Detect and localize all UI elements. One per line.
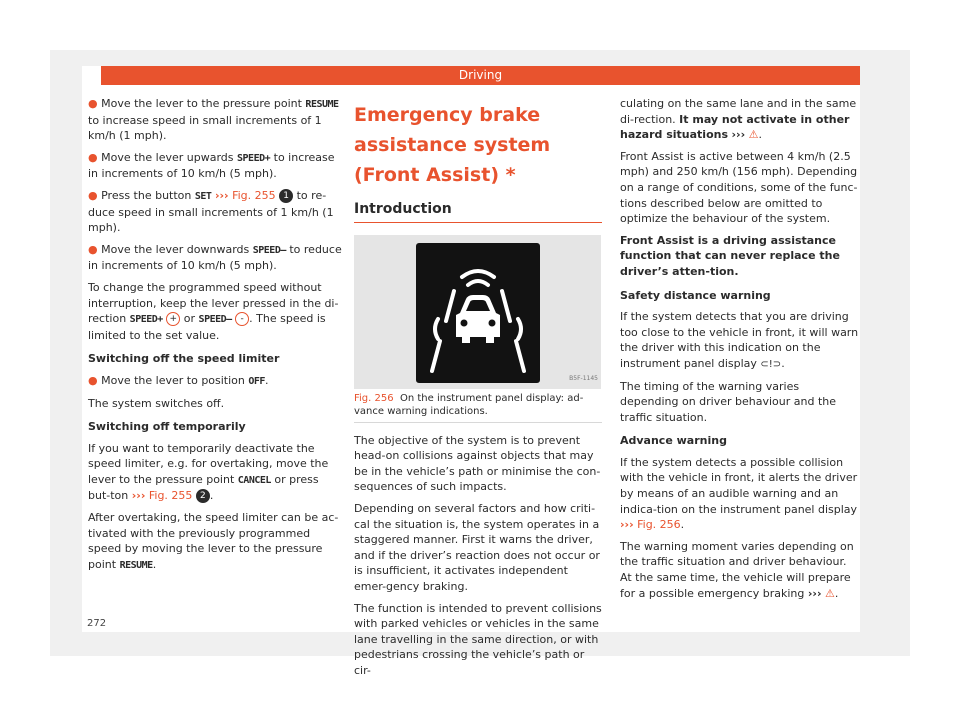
minus-icon: - — [235, 312, 249, 326]
plus-icon: + — [166, 312, 180, 326]
bullet-speed-minus: ● Move the lever downwards SPEED– to reduce in increments of 10 km/h (5 mph). — [88, 242, 342, 273]
page-number: 272 — [87, 618, 107, 629]
paragraph-advance-warning: If the system detects a possible collision with the vehicle in front, it alerts the driver by means of an audible warning and an indica-tion on the instrument panel display ››› Fig. 256. — [620, 455, 858, 532]
bullet-icon: ● — [88, 242, 98, 256]
heading-switching-off: Switching off the speed limiter — [88, 352, 280, 366]
figure-code: B5F-1145 — [569, 375, 598, 382]
distance-warning-icon: ⊂!⊃ — [760, 358, 782, 370]
bullet-set: ● Press the button SET ››› Fig. 255 1 to re-duce speed in small increments of 1 km/h (1 mph). — [88, 188, 334, 235]
figure-label: Fig. 256 — [354, 392, 394, 404]
paragraph-after-overtaking: After overtaking, the speed limiter can be ac-tivated with the previously programmed speed by moving the lever to the pressure point RESUME. — [88, 511, 339, 571]
front-assist-warning-icon — [416, 243, 540, 383]
subsection-title: Introduction — [354, 201, 452, 217]
instrument-display — [416, 243, 540, 383]
heading-safety-distance: Safety distance warning — [620, 288, 771, 302]
heading-temporarily: Switching off temporarily — [88, 420, 246, 434]
paragraph-objective: The objective of the system is to prevent head-on collisions against objects that may be in the vehicle’s path or minimise the con-sequences of such impacts. — [354, 433, 601, 494]
warning-icon: ⚠ — [824, 586, 835, 600]
column-left — [88, 96, 342, 579]
paragraph-continued: culating on the same lane and in the same di-rection. It may not activate in other hazard situations ››› ⚠. — [620, 97, 857, 142]
callout-2: 2 — [196, 489, 210, 503]
heading-advance-warning: Advance warning — [620, 434, 727, 448]
paragraph-change-speed: To change the programmed speed without interruption, keep the lever pressed in the di-rection SPEED+ + or SPEED– - . The speed is limited to the set value. — [88, 280, 339, 342]
fig-256-link[interactable]: Fig. 256 — [637, 518, 681, 532]
paragraph-safety-distance: If the system detects that you are driving too close to the vehicle in front, it will warn the driver with this indication on the instrument panel display ⊂!⊃. — [620, 310, 859, 370]
paragraph-active-range: Front Assist is active between 4 km/h (2.5 mph) and 250 km/h (156 mph). Depending on a range of conditions, some of the func-tions described below are omitted to optimize the behaviour of the system. — [620, 149, 858, 226]
bullet-icon: ● — [88, 188, 98, 202]
callout-1: 1 — [279, 189, 293, 203]
bullet-speed-plus: ● Move the lever upwards SPEED+ to increase in increments of 10 km/h (5 mph). — [88, 150, 335, 181]
paragraph-function: The function is intended to prevent collisions with parked vehicles or vehicles in the same lane travelling in the same direction, or with pedestrians crossing the vehicle’s path or cir- — [354, 601, 602, 677]
bullet-resume: ● Move the lever to the pressure point RESUME to increase speed in small increments of 1 km/h (1 mph). — [88, 97, 339, 143]
bullet-icon: ● — [88, 150, 98, 164]
fig-255-link[interactable]: Fig. 255 — [148, 489, 193, 503]
paragraph-assistance: Front Assist is a driving assistance function that can never replace the driver’s atten-tion. — [620, 233, 840, 278]
figure-256 — [354, 235, 601, 389]
column-middle — [354, 100, 602, 685]
bullet-icon: ● — [88, 373, 98, 387]
bullet-icon: ● — [88, 97, 98, 110]
paragraph-temporarily: If you want to temporarily deactivate the speed limiter, e.g. for overtaking, move the lever to the pressure point CANCEL or press but-ton ››› Fig. 255 2 . — [88, 441, 329, 503]
paragraph-timing: The timing of the warning varies depending on driver behaviour and the traffic situation. — [620, 379, 837, 424]
paragraph-warning-moment: The warning moment varies depending on the traffic situation and driver behaviour. At the same time, the vehicle will prepare for a possible emergency braking ››› ⚠. — [620, 539, 854, 600]
figure-caption: Fig. 256 On the instrument panel display: ad-vance warning indications. — [354, 392, 602, 423]
section-header: Driving — [101, 66, 860, 85]
bullet-off: ● Move the lever to position OFF. — [88, 373, 269, 387]
title-divider — [354, 222, 602, 223]
paragraph-system-off: The system switches off. — [88, 396, 225, 410]
fig-255-link[interactable]: Fig. 255 — [232, 188, 276, 202]
paragraph-factors: Depending on several factors and how criti-cal the situation is, the system operates in a staggered manner. First it warns the driver, and if the driver’s reaction does not occur or is insufficient, it activates independent emer-gency braking. — [354, 501, 600, 593]
warning-icon: ⚠ — [748, 128, 759, 142]
section-title: Emergency brake assistance system (Front Assist) * — [354, 104, 551, 186]
column-right — [620, 96, 860, 607]
